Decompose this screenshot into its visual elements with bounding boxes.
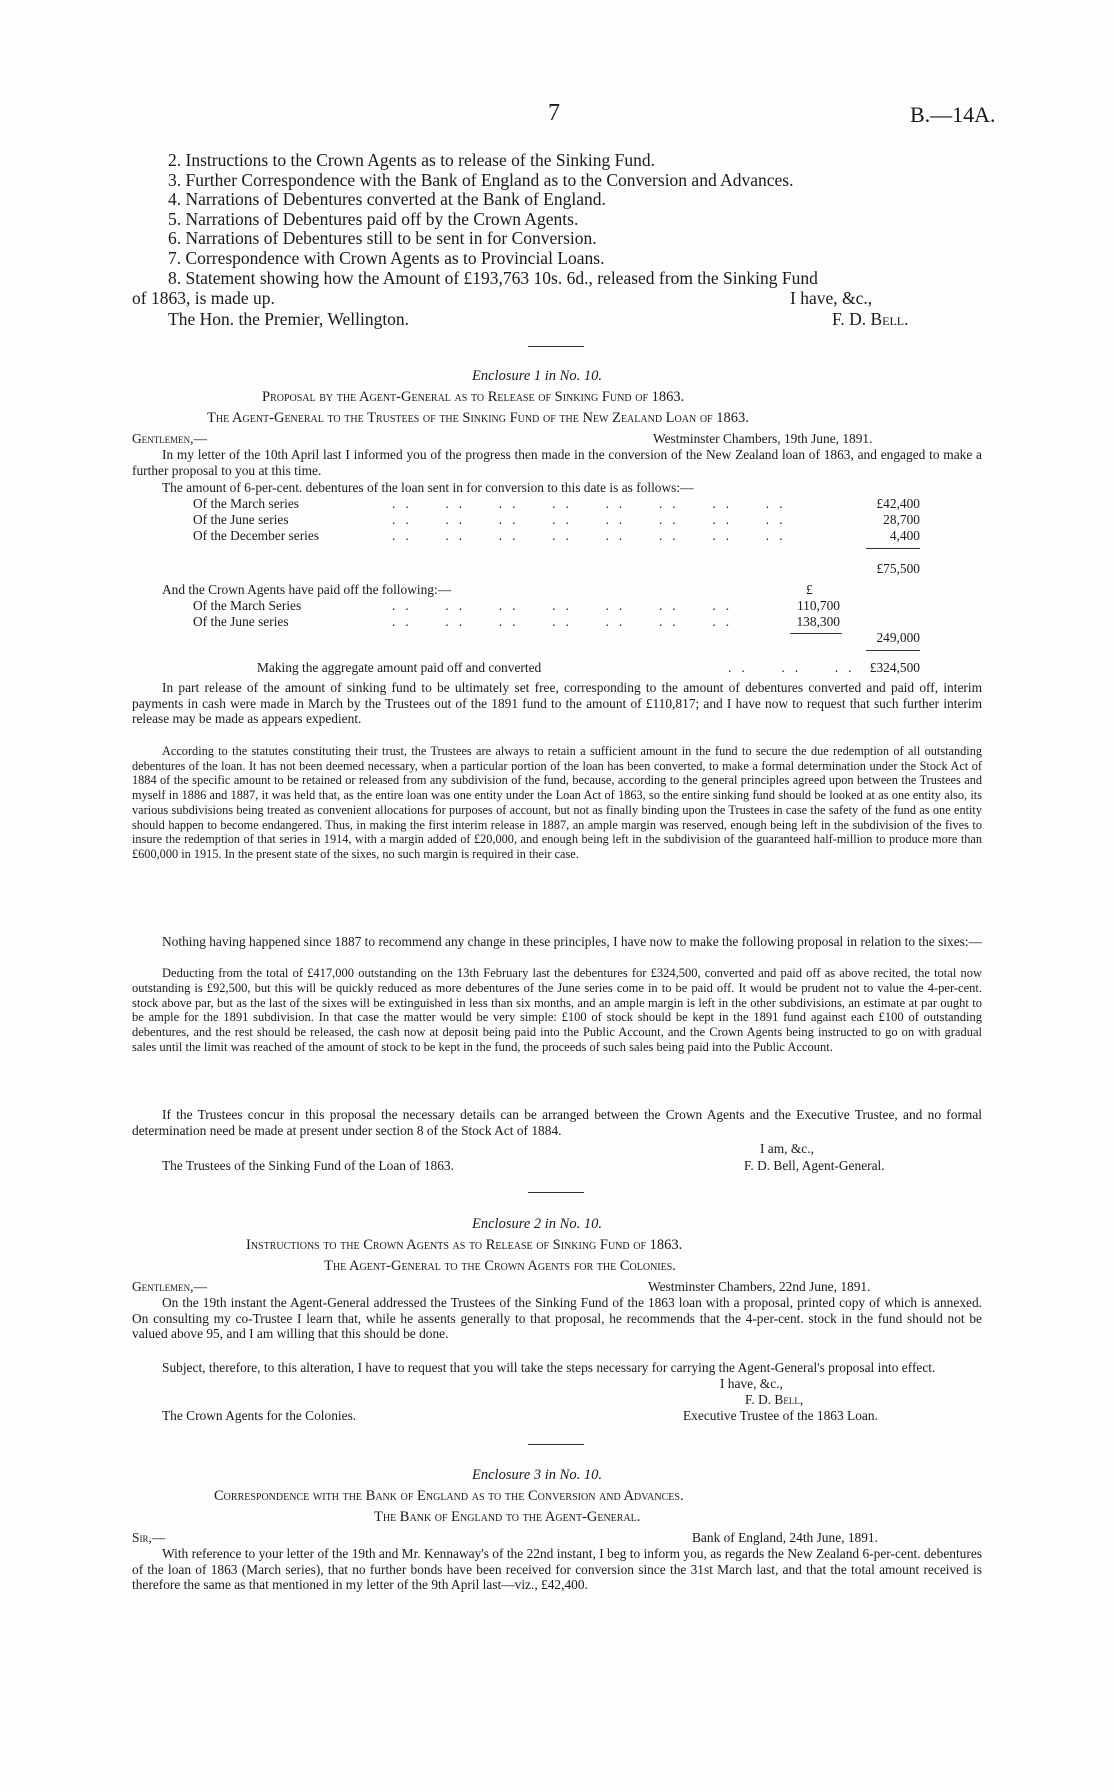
list-item: 7. Correspondence with Crown Agents as to Provincial Loans. xyxy=(168,247,605,268)
enclosure-3-title: Enclosure 3 in No. 10. xyxy=(472,1467,602,1483)
total-rule xyxy=(790,633,842,634)
paragraph: Subject, therefore, to this alteration, I have to request that you will take the steps necessary for carrying the Agent-General's proposal into effect. xyxy=(162,1360,936,1375)
leader-dots: .. .. .. .. .. .. .. .. xyxy=(392,512,793,527)
paragraph: If the Trustees concur in this proposal the necessary details can be arranged between the Crown Agents and the Executive Trustee, and no formal determination need be made at present under section 8 of the Stock Act of 1884. xyxy=(132,1107,982,1138)
signature-name: F. D. Bell, xyxy=(745,1392,804,1407)
leader-dots: .. .. .. .. .. .. .. xyxy=(392,598,740,613)
paragraph: In part release of the amount of sinking fund to be ultimately set free, corresponding to the amount of debentures converted and paid off, interim payments in cash were made in March by the Trustees out of the 1891 fund to the amount of £110,817; and I have now to request that such further interim release may be made as appears expedient. xyxy=(132,680,982,727)
enclosure-1-subheading: The Agent-General to the Trustees of the Sinking Fund of the New Zealand Loan of 1863. xyxy=(207,410,749,426)
leader-dots: .. .. .. .. .. .. .. .. xyxy=(392,496,793,511)
table-row-label: Of the December series xyxy=(193,528,320,543)
list-item: 5. Narrations of Debentures paid off by the Crown Agents. xyxy=(168,208,579,229)
table-row-value: £42,400 xyxy=(876,496,920,511)
signature: F. D. Bell, Agent-General. xyxy=(744,1158,885,1173)
list-item: 3. Further Correspondence with the Bank of England as to the Conversion and Advances. xyxy=(168,169,794,190)
addressee: The Hon. the Premier, Wellington. xyxy=(168,309,410,329)
list-item: 6. Narrations of Debentures still to be sent in for Conversion. xyxy=(168,228,597,249)
page-number: 7 xyxy=(548,100,560,126)
paragraph: On the 19th instant the Agent-General addressed the Trustees of the Sinking Fund of the 1863 loan with a proposal, printed copy of which is annexed. On consulting my co-Trustee I learn that, while he assents generally to that proposal, he recommends that the 4-per-cent. stock in the fund should not be valued above 95, and I am willing that this should be done. xyxy=(132,1295,982,1342)
paragraph: Deducting from the total of £417,000 outstanding on the 13th February last the debentures for £324,500, converted and paid off as above recited, the total now outstanding is £92,500, but this will be quickly reduced as more debentures of the June series come in to be paid off. It would be prudent not to value the 4-per-cent. stock above par, but as the last of the sixes will be extinguished in less than six months, and an ample margin is left in the other subdivisions, an estimate at par ought to be ample for the 1891 subdivision. In that case the matter would be very simple: £100 of stock should be kept in the 1891 fund against each £100 of outstanding debentures, and the rest should be released, the cash now at deposit being paid into the Public Account, and the Crown Agents being instructed to go on with gradual sales until the limit was reached of the amount of stock to be kept in the fund, the proceeds of such sales being paid into the Public Account. xyxy=(132,966,982,1054)
paragraph: With reference to your letter of the 19th and Mr. Kennaway's of the 22nd instant, I beg to inform you, as regards the New Zealand 6-per-cent. debentures of the loan of 1863 (March series), that no further bonds have been received for conversion since the 31st March last, and that the total amount received is therefore the same as that mentioned in my letter of the 9th April last—viz., £42,400. xyxy=(132,1546,982,1593)
separator-rule xyxy=(528,1192,584,1193)
separator-rule xyxy=(528,1444,584,1445)
signature: F. D. Bell. xyxy=(832,309,909,329)
place-date: Westminster Chambers, 22nd June, 1891. xyxy=(648,1279,871,1294)
leader-dots: .. .. .. xyxy=(728,660,862,675)
total-rule xyxy=(866,650,920,651)
list-item: 2. Instructions to the Crown Agents as to release of the Sinking Fund. xyxy=(168,150,656,170)
enclosure-3-heading: Correspondence with the Bank of England as to the Conversion and Advances. xyxy=(214,1488,684,1504)
closing: I have, &c., xyxy=(720,1376,783,1391)
table-row-label: Of the June series xyxy=(193,512,289,527)
paragraph: According to the statutes constituting their trust, the Trustees are always to retain a sufficient amount in the fund to secure the due redemption of all outstanding debentures of the loan. It has not been deemed necessary, when a particular portion of the loan has been converted, to make a formal determination under the Stock Act of 1884 of the specific amount to be retained or released from any subdivision of the fund, because, according to the general principles agreed upon between the Trustees and myself in 1886 and 1887, it was held that, as the entire loan was one entity under the Loan Act of 1863, so the entire sinking fund should be looked at as one entity also, its various subdivisions being treated as convenient allocations for purposes of account, but not as finally binding upon the Trustees in case the safety of the fund as one entity should happen to become endangered. Thus, in making the first interim release in 1887, an ample margin was reserved, enough being left in the subdivision of the fives to insure the redemption of that series in 1914, with a margin added of £20,000, and enough being left in the subdivision of the guaranteed half-million to produce more than £600,000 in 1915. In the present state of the sixes, no such margin is required in their case. xyxy=(132,744,982,861)
table-row-label: Of the March series xyxy=(193,496,299,511)
table-row-value: 138,300 xyxy=(796,614,840,629)
enclosure-2-heading: Instructions to the Crown Agents as to Release of Sinking Fund of 1863. xyxy=(246,1237,683,1253)
document-reference: B.—14A. xyxy=(910,102,996,127)
enclosure-1-title: Enclosure 1 in No. 10. xyxy=(472,368,602,384)
enclosure-2-title: Enclosure 2 in No. 10. xyxy=(472,1216,602,1232)
closing: I am, &c., xyxy=(760,1141,814,1156)
conversion-total: £75,500 xyxy=(876,561,920,576)
closing: I have, &c., xyxy=(790,288,873,308)
salutation: Sir,— xyxy=(132,1530,166,1545)
table-row-label: Of the March Series xyxy=(193,598,302,613)
addressee: The Trustees of the Sinking Fund of the Loan of 1863. xyxy=(162,1158,454,1173)
paragraph: Nothing having happened since 1887 to recommend any change in these principles, I have now to make the following proposal in relation to the sixes:— xyxy=(162,934,982,949)
table-row-label: Of the June series xyxy=(193,614,289,629)
place-date: Bank of England, 24th June, 1891. xyxy=(692,1530,878,1545)
enclosure-3-subheading: The Bank of England to the Agent-General. xyxy=(374,1509,641,1525)
list-item-continued: of 1863, is made up. xyxy=(132,288,275,308)
table-row-value: 110,700 xyxy=(796,598,840,613)
list-item: 8. Statement showing how the Amount of £193,763 10s. 6d., released from the Sinking Fund xyxy=(168,267,818,288)
table-row-value: 28,700 xyxy=(883,512,920,527)
list-item: 4. Narrations of Debentures converted at the Bank of England. xyxy=(168,189,606,210)
enclosure-1-heading: Proposal by the Agent-General as to Release of Sinking Fund of 1863. xyxy=(262,389,685,405)
paragraph: In my letter of the 10th April last I informed you of the progress then made in the conversion of the New Zealand loan of 1863, and engaged to make a further proposal to you at this time. xyxy=(132,447,982,478)
leader-dots: .. .. .. .. .. .. .. .. xyxy=(392,528,793,543)
signature-title: Executive Trustee of the 1863 Loan. xyxy=(683,1408,878,1423)
table-row-value: 4,400 xyxy=(889,528,920,543)
currency-symbol: £ xyxy=(806,582,813,597)
salutation: Gentlemen,— xyxy=(132,431,207,446)
aggregate-value: £324,500 xyxy=(869,660,920,675)
total-rule xyxy=(866,548,920,549)
salutation: Gentlemen,— xyxy=(132,1279,207,1294)
aggregate-label: Making the aggregate amount paid off and converted xyxy=(257,660,542,675)
separator-rule xyxy=(528,346,584,347)
crown-total: 249,000 xyxy=(876,630,920,645)
paragraph: And the Crown Agents have paid off the following:— xyxy=(162,582,452,597)
place-date: Westminster Chambers, 19th June, 1891. xyxy=(653,431,873,446)
addressee: The Crown Agents for the Colonies. xyxy=(162,1408,357,1423)
enclosure-2-subheading: The Agent-General to the Crown Agents for the Colonies. xyxy=(324,1258,676,1274)
paragraph: The amount of 6-per-cent. debentures of the loan sent in for conversion to this date is as follows:— xyxy=(162,480,694,495)
enclosure-list xyxy=(132,151,982,288)
leader-dots: .. .. .. .. .. .. .. xyxy=(392,614,740,629)
